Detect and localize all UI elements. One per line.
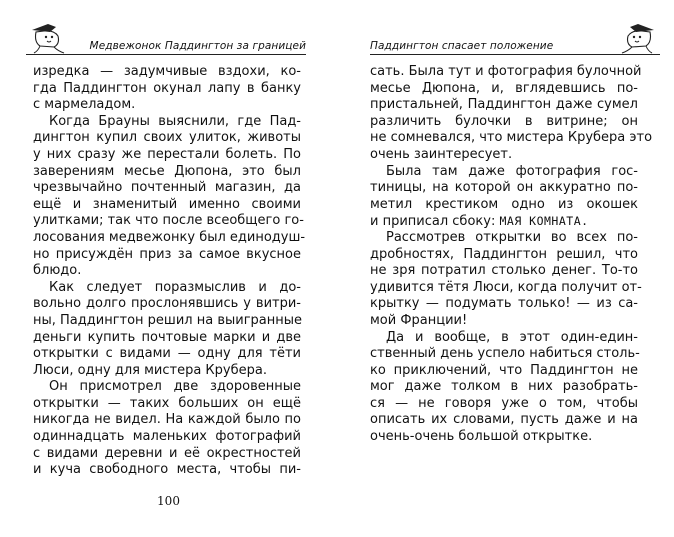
text-line: Была там даже фотография гос- <box>386 163 638 179</box>
text-line: лосования медвежонку был единодуш- <box>33 229 306 245</box>
text-line: Рассмотрев открытки во всех по- <box>386 229 638 245</box>
text-line: не зря потратил столько денег. То-то <box>370 263 638 279</box>
text-line: с мармеладом. <box>33 97 136 113</box>
text-line: месье Дюпона, и, вглядевшись по- <box>370 80 638 96</box>
text-line: очень заинтересует. <box>370 146 513 162</box>
page-number: 100 <box>157 494 180 508</box>
text-fragment: и приписал сбоку: <box>370 214 500 230</box>
paddington-bear-icon <box>618 20 660 54</box>
left-running-head <box>26 20 306 55</box>
text-line: тиницы, на которой он аккуратно по- <box>370 180 638 196</box>
text-line: дингтон купил своих улиток, животы <box>33 130 301 146</box>
text-line: деньги купить почтовые марки и две <box>33 329 301 345</box>
text-line: Да и вообще, в этот один-един- <box>386 329 638 345</box>
text-line: вольно долго прослонявшись у витри- <box>33 296 301 312</box>
text-line: ещё и знаменитый именно своими <box>33 196 301 212</box>
text-line: ны, Паддингтон решил на выигранные <box>33 312 303 328</box>
text-line: крытку — подумать только! — из са- <box>370 296 638 312</box>
text-line: Когда Брауны выяснили, где Пад- <box>49 113 301 129</box>
text-line-handwritten <box>370 213 638 230</box>
text-line: открытки с видами — одну для тёти <box>33 346 301 362</box>
text-line: с видами деревни и её окрестностей <box>33 445 301 461</box>
text-line: чрезвычайно почтенный магазин, да <box>33 180 301 196</box>
text-line: открытки — таких больших он ещё <box>33 395 301 411</box>
text-line: но присуждён приз за самое вкусное <box>33 246 301 262</box>
text-line: метил крестиком одно из окошек <box>370 196 638 212</box>
text-line: Люси, одну для мистера Крубера. <box>33 362 267 378</box>
text-line: никогда не видел. На каждой было по <box>33 412 301 428</box>
text-line: описать их словами, пусть даже и на <box>370 412 638 428</box>
text-line: у них сразу же перестали болеть. По <box>33 146 301 162</box>
text-line: различить булочки в витрине; он <box>370 113 638 129</box>
left-text-column <box>33 64 306 479</box>
right-text-column <box>370 64 653 446</box>
text-line: очень-очень большой открытке. <box>370 429 593 445</box>
text-line: мой Франции! <box>370 312 468 328</box>
text-line: блюдо. <box>33 263 82 279</box>
text-line: не сомневался, что мистера Крубера это <box>370 130 653 146</box>
text-line: дробностях, Паддингтон решил, что <box>370 246 638 262</box>
text-line: Он присмотрел две здоровенные <box>49 379 301 395</box>
text-line: изредка — задумчивые вздохи, ко- <box>33 64 301 79</box>
text-line: пристальней, Паддингтон даже сумел <box>370 97 638 113</box>
text-line: гда Паддингтон окунал лапу в банку <box>33 80 301 96</box>
text-line: Как следует поразмыслив и до- <box>49 279 301 295</box>
text-line: удивится тётя Люси, когда получит от- <box>370 279 642 295</box>
handwritten-note: МАЯ КОМНАТА. <box>499 214 589 229</box>
text-line: одиннадцать маленьких фотографий <box>33 429 301 445</box>
text-line: ко приключений, что Паддингтон не <box>370 362 638 378</box>
text-line: и куча свободного места, чтобы пи- <box>33 462 301 478</box>
text-line: сать. Была тут и фотография булочной <box>370 64 642 79</box>
left-header-title: Медвежонок Паддингтон за границей <box>89 40 306 52</box>
right-running-head <box>370 20 660 55</box>
paddington-bear-icon <box>26 20 68 54</box>
text-line: ся — не говоря уже о том, чтобы <box>370 395 638 411</box>
text-line: улитками; так что после всеобщего го- <box>33 213 304 229</box>
text-line: заверениям месье Дюпона, это был <box>33 163 301 179</box>
right-header-title: Паддингтон спасает положение <box>370 40 554 52</box>
text-line: мог даже толком в них разобрать- <box>370 379 638 395</box>
text-line: ственный день успело набиться столь- <box>370 346 640 362</box>
right-page <box>337 0 674 537</box>
